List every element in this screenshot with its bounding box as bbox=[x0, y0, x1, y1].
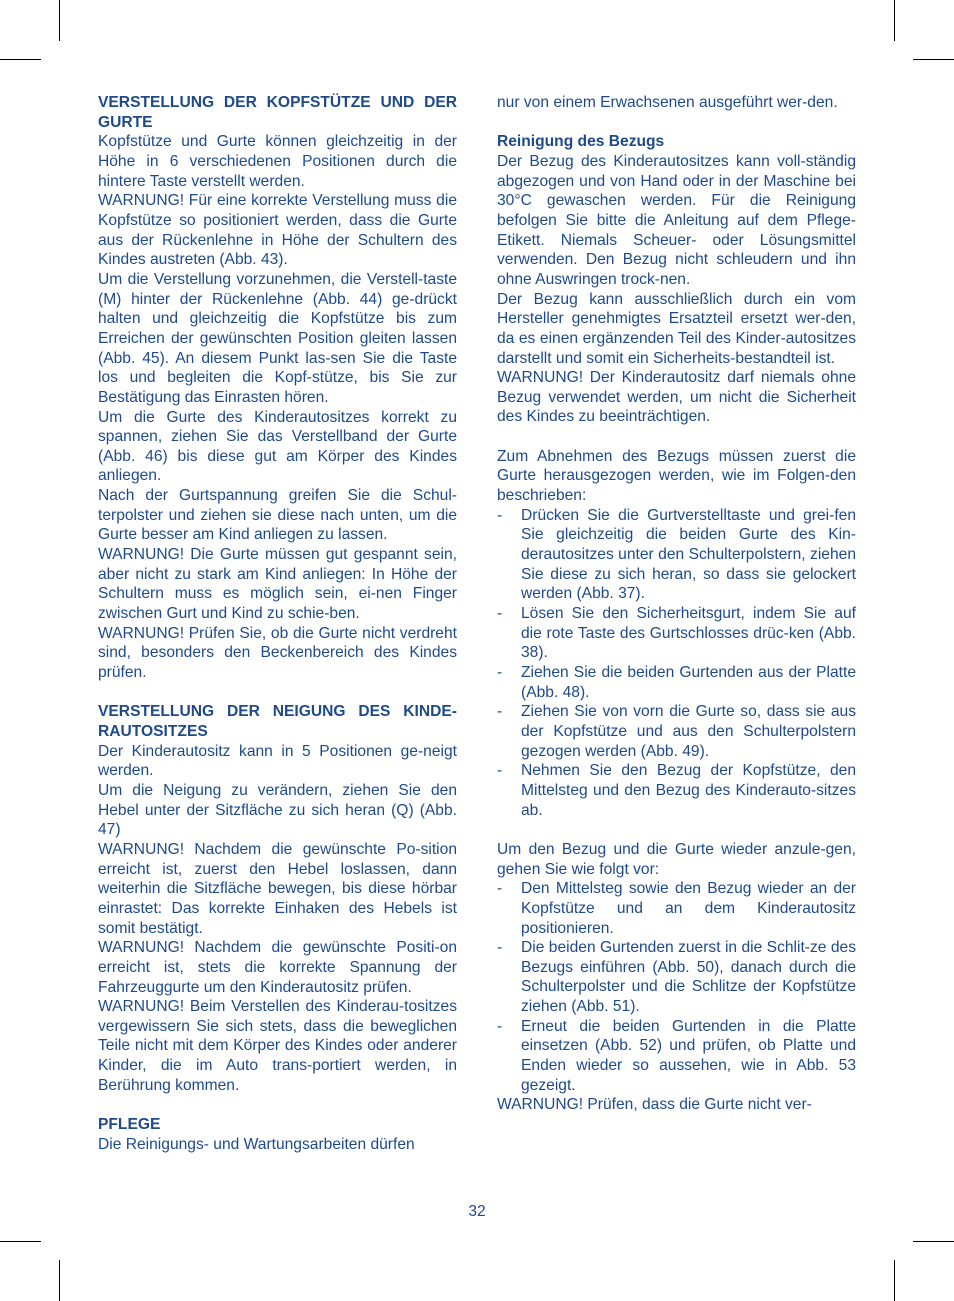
list-item bbox=[497, 1017, 856, 1096]
warning-paragraph: WARNUNG! Prüfen, dass die Gurte nicht ver- bbox=[497, 1096, 812, 1114]
warning-paragraph: WARNUNG! Für eine korrekte Verstellung muss die Kopfstütze so positioniert werden, dass die Gurte aus der Rückenlehne in Höhe der Schultern des Kindes austreten (Abb. 43). bbox=[98, 192, 457, 269]
spacer bbox=[497, 820, 856, 840]
warning-paragraph: WARNUNG! Nachdem die gewünschte Positi-on erreicht ist, stets die korrekte Spannung der Fahrzeuggurte um den Kinderautositz prüfen. bbox=[98, 939, 457, 996]
spacer bbox=[497, 427, 856, 447]
list-item-text: Drücken Sie die Gurtverstelltaste und grei-fen Sie gleichzeitig die beiden Gurte des Kin-derautositzes unter den Schulterpolstern, ziehen Sie diese zu sich heran, so dass sie gelockert werden (Abb. 37). bbox=[521, 506, 856, 603]
list-item-text: Die beiden Gurtenden zuerst in die Schlit-ze des Bezugs einführen (Abb. 50), danach durch die Schulterpolster und die Schlitze der Kopfstütze ziehen (Abb. 51). bbox=[521, 939, 856, 1016]
crop-mark-bottom-left-v bbox=[59, 1260, 60, 1301]
refit-steps-list bbox=[497, 879, 856, 1095]
crop-mark-bottom-right-h bbox=[913, 1241, 954, 1242]
paragraph: nur von einem Erwachsenen ausgeführt wer-den. bbox=[497, 94, 838, 111]
spacer bbox=[98, 683, 457, 703]
crop-mark-top-left-v bbox=[59, 0, 60, 41]
section-heading-headrest: VERSTELLUNG DER KOPFSTÜTZE UND DER GURTE bbox=[98, 94, 457, 131]
section-heading-care: PFLEGE bbox=[98, 1116, 161, 1134]
paragraph: Kopfstütze und Gurte können gleichzeitig in der Höhe in 6 verschiedenen Positionen durch die hintere Taste verstellt werden. bbox=[98, 133, 457, 190]
paragraph: Der Bezug des Kinderautositzes kann voll-ständig abgezogen und von Hand oder in der Maschine bei 30°C gewaschen werden. Für die Reinigung befolgen Sie bitte die Anleitung auf dem Pflege-Etikett. Niemals Scheuer- oder Lösungsmittel verwenden. Den Bezug nicht schleudern und ihn ohne Auswringen trock-nen. bbox=[497, 152, 856, 288]
list-dash: - bbox=[497, 939, 503, 957]
paragraph: Um den Bezug und die Gurte wieder anzule-gen, gehen Sie wie folgt vor: bbox=[497, 840, 856, 878]
paragraph: Nach der Gurtspannung greifen Sie die Schul-terpolster und ziehen sie diese nach unten, um die Gurte besser am Kind anliegen zu lassen. bbox=[98, 487, 457, 544]
warning-paragraph: WARNUNG! Die Gurte müssen gut gespannt sein, aber nicht zu stark am Kind anliegen: In Höhe der Schultern muss es möglich sein, ei-nen Finger zwischen Gurt und Kind zu schie-ben. bbox=[98, 546, 457, 623]
paragraph: Zum Abnehmen des Bezugs müssen zuerst die Gurte herausgezogen werden, wie im Folgen-den beschrieben: bbox=[497, 447, 856, 505]
list-item-text: Erneut die beiden Gurtenden in die Platte einsetzen (Abb. 52) und prüfen, ob Platte und Enden wieder so aussehen, wie in Abb. 53 gezeigt. bbox=[521, 1017, 856, 1094]
crop-mark-bottom-right-v bbox=[894, 1260, 895, 1301]
paragraph: Um die Gurte des Kinderautositzes korrekt zu spannen, ziehen Sie das Verstellband der Gurte (Abb. 46) bis diese gut am Körper des Kindes anliegen. bbox=[98, 408, 457, 485]
list-item-text: Den Mittelsteg sowie den Bezug wieder an der Kopfstütze und an dem Kinderautositz positionieren. bbox=[521, 880, 856, 937]
list-dash: - bbox=[497, 880, 503, 898]
list-item bbox=[497, 761, 856, 820]
crop-mark-top-left-h bbox=[0, 59, 41, 60]
list-dash: - bbox=[497, 664, 503, 681]
list-item bbox=[497, 663, 856, 702]
warning-paragraph: WARNUNG! Beim Verstellen des Kinderau-tositzes vergewissern Sie sich stets, dass die beweglichen Teile nicht mit dem Körper des Kindes oder anderer Kinder, die im Auto trans-portiert werden, in Berührung kommen. bbox=[98, 998, 457, 1094]
paragraph: Der Bezug kann ausschließlich durch ein vom Hersteller genehmigtes Ersatzteil ersetzt wer-den, da es einen ergänzenden Teil des Kinder-autositzes darstellt und somit ein Sicherheits-bestandteil ist. bbox=[497, 290, 856, 367]
paragraph: Die Reinigungs- und Wartungsarbeiten dürfen bbox=[98, 1135, 415, 1153]
warning-paragraph: WARNUNG! Prüfen Sie, ob die Gurte nicht verdreht sind, besonders den Beckenbereich des Kindes prüfen. bbox=[98, 624, 457, 682]
spacer bbox=[98, 1095, 457, 1115]
list-item bbox=[497, 702, 856, 761]
left-column bbox=[98, 93, 457, 1154]
list-item bbox=[497, 604, 856, 663]
warning-paragraph: WARNUNG! Nachdem die gewünschte Po-sition erreicht ist, zuerst den Hebel loslassen, dann weiterhin die Sitzfläche bewegen, bis diese hörbar einrastet: Das korrekte Einhaken des Hebels ist somit bestätigt. bbox=[98, 840, 457, 937]
list-dash: - bbox=[497, 1017, 503, 1035]
removal-steps-list bbox=[497, 506, 856, 821]
list-item-text: Lösen Sie den Sicherheitsgurt, indem Sie auf die rote Taste des Gurtschlosses drüc-ken (Abb. 38). bbox=[521, 605, 856, 662]
list-dash: - bbox=[497, 605, 503, 623]
list-item bbox=[497, 938, 856, 1017]
list-item-text: Ziehen Sie von vorn die Gurte so, dass sie aus der Kopfstütze und aus den Schulterpolstern gezogen werden (Abb. 49). bbox=[521, 703, 856, 760]
crop-mark-bottom-left-h bbox=[0, 1241, 41, 1242]
paragraph: Um die Neigung zu verändern, ziehen Sie den Hebel unter der Sitzfläche zu sich heran (Q) (Abb. 47) bbox=[98, 781, 457, 839]
warning-paragraph: WARNUNG! Der Kinderautositz darf niemals ohne Bezug verwendet werden, um nicht die Sicherheit des Kindes zu beeinträchtigen. bbox=[497, 369, 856, 426]
list-item-text: Ziehen Sie die beiden Gurtenden aus der Platte (Abb. 48). bbox=[521, 664, 856, 701]
crop-mark-top-right-h bbox=[913, 59, 954, 60]
section-heading-cover-cleaning: Reinigung des Bezugs bbox=[497, 133, 665, 151]
list-item bbox=[497, 506, 856, 604]
paragraph: Der Kinderautositz kann in 5 Positionen ge-neigt werden. bbox=[98, 742, 457, 780]
paragraph: Um die Verstellung vorzunehmen, die Verstell-taste (M) hinter der Rückenlehne (Abb. 44) ge-drückt halten und gleichzeitig die Kopfstütze bis zum Erreichen der gewünschten Position gleiten lassen (Abb. 45). An diesem Punkt las-sen Sie die Taste los und begleiten die Kopf-stütze, bis Sie zur Bestätigung das Einrasten hören. bbox=[98, 270, 457, 406]
list-dash: - bbox=[497, 762, 503, 780]
list-item-text: Nehmen Sie den Bezug der Kopfstütze, den Mittelsteg und den Bezug des Kinderauto-sitzes ab. bbox=[521, 762, 856, 819]
crop-mark-top-right-v bbox=[894, 0, 895, 41]
right-column bbox=[497, 93, 856, 1115]
section-heading-recline: VERSTELLUNG DER NEIGUNG DES KINDE-RAUTOSITZES bbox=[98, 703, 457, 740]
spacer bbox=[497, 113, 856, 133]
list-item bbox=[497, 879, 856, 938]
list-dash: - bbox=[497, 506, 503, 524]
page-number: 32 bbox=[468, 1203, 486, 1220]
list-dash: - bbox=[497, 703, 503, 721]
